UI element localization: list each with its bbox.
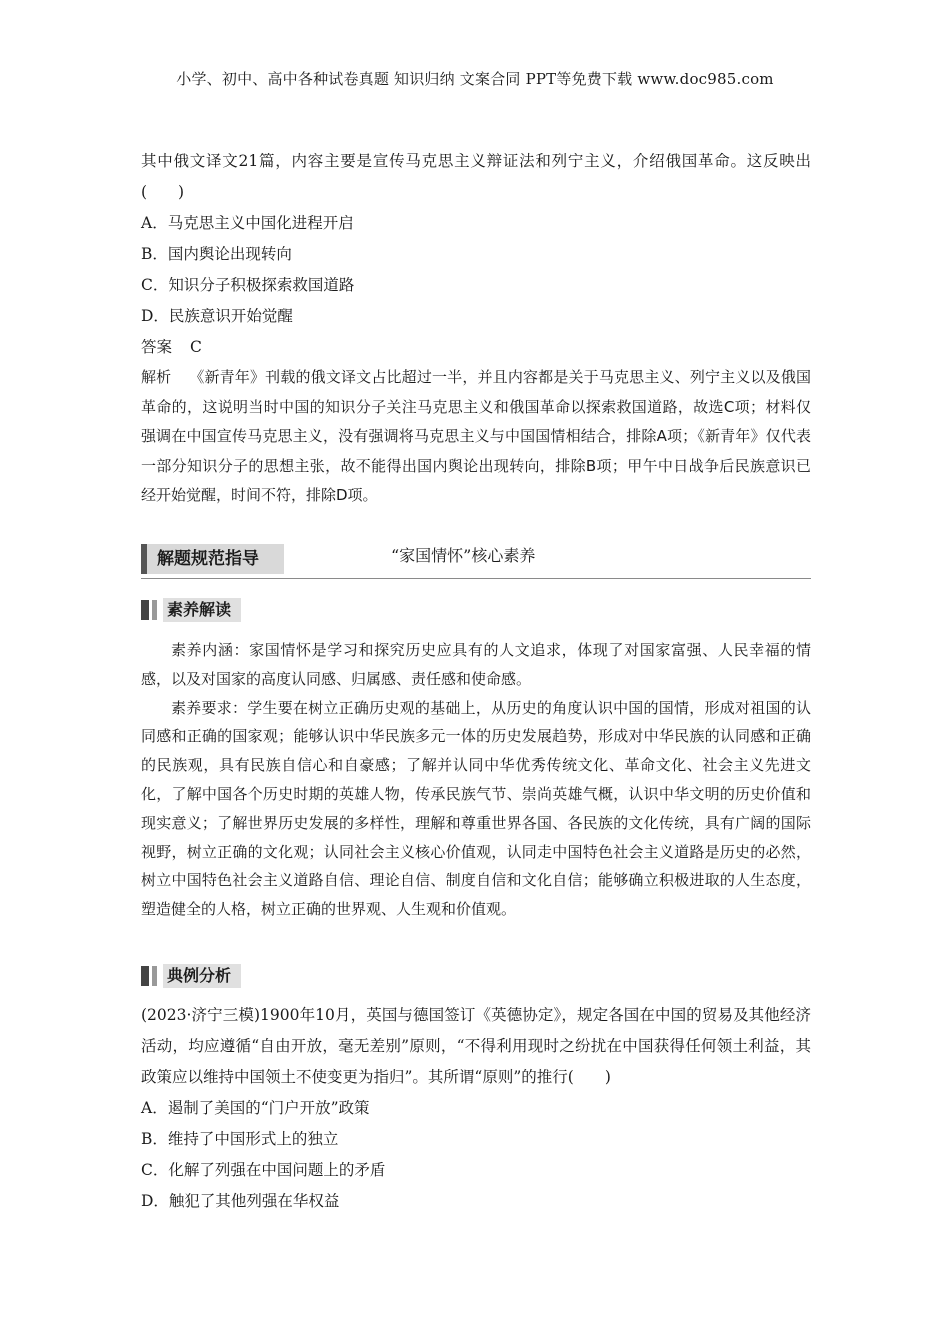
analysis-block <box>141 363 811 511</box>
literacy-requirements: 素养要求：学生要在树立正确历史观的基础上，从历史的角度认识中国的国情，形成对祖国的认同感和正确的国家观；能够认识中华民族多元一体的历史发展趋势，形成对中华民族的认同感和正确的民族观，具有民族自信心和自豪感；了解并认同中华优秀传统文化、革命文化、社会主义先进文化，了解中国各个历史时期的英雄人物，传承民族气节、崇尚英雄气概，认识中华文明的历史价值和现实意义；了解世界历史发展的多样性，理解和尊重世界各国、各民族的文化传统，具有广阔的国际视野，树立正确的文化观；认同社会主义核心价值观，认同走中国特色社会主义道路是历史的必然，树立中国特色社会主义道路自信、理论自信、制度自信和文化自信；能够确立积极进取的人生态度，塑造健全的人格，树立正确的世界观、人生观和价值观。 <box>141 698 811 919</box>
example-heading-text: 典例分析 <box>163 964 241 988</box>
option-a: A．马克思主义中国化进程开启 <box>141 214 354 232</box>
literacy-connotation: 素养内涵：家国情怀是学习和探究历史应具有的人文追求，体现了对国家富强、人民幸福的情感，以及对国家的高度认同感、归属感、责任感和使命感。 <box>141 641 811 688</box>
option-c: C．知识分子积极探索救国道路 <box>141 276 355 294</box>
example-option-c: C．化解了列强在中国问题上的矛盾 <box>141 1161 386 1179</box>
option-b: B．国内舆论出现转向 <box>141 245 292 263</box>
literacy-body <box>141 636 811 924</box>
analysis-label: 解析 <box>141 368 172 386</box>
option-d: D．民族意识开始觉醒 <box>141 307 293 325</box>
section-tag: 解题规范指导 <box>141 544 284 574</box>
heading-marker-icon <box>152 966 157 986</box>
literacy-heading-text: 素养解读 <box>163 598 241 622</box>
heading-marker-icon <box>152 600 157 620</box>
section-bar <box>141 542 811 579</box>
page-header: 小学、初中、高中各种试卷真题 知识归纳 文案合同 PPT等免费下载 www.doc985.com <box>176 70 774 88</box>
example-option-b: B．维持了中国形式上的独立 <box>141 1130 339 1148</box>
example-heading <box>141 964 241 988</box>
answer-value: C <box>190 338 202 356</box>
heading-marker-icon <box>141 966 149 986</box>
example-question <box>141 1000 811 1217</box>
example-stem: (2023·济宁三模)1900年10月，英国与德国签订《英德协定》，规定各国在中国的贸易及其他经济活动，均应遵循“自由开放，毫无差别”原则，“不得利用现时之纷扰在中国获得任何领土利益，其政策应以维持中国领土不使变更为指归”。其所谓“原则”的推行( ) <box>141 1006 811 1086</box>
example-option-a: A．遏制了美国的“门户开放”政策 <box>141 1099 370 1117</box>
section-title: “家国情怀”核心素养 <box>391 546 536 565</box>
analysis-text: 《新青年》刊载的俄文译文占比超过一半，并且内容都是关于马克思主义、列宁主义以及俄国革命的，这说明当时中国的知识分子关注马克思主义和俄国革命以探索救国道路，故选C项；材料仅强调在中国宣传马克思主义，没有强调将马克思主义与中国国情相结合，排除A项；《新青年》仅代表一部分知识分子的思想主张，故不能得出国内舆论出现转向，排除B项；甲午中日战争后民族意识已经开始觉醒，时间不符，排除D项。 <box>141 368 811 504</box>
question-1 <box>141 146 811 511</box>
answer-line <box>141 332 811 363</box>
literacy-heading <box>141 598 241 622</box>
heading-marker-icon <box>141 600 149 620</box>
answer-label: 答案 <box>141 338 173 356</box>
example-option-d: D．触犯了其他列强在华权益 <box>141 1192 340 1210</box>
question-stem: 其中俄文译文21篇，内容主要是宣传马克思主义辩证法和列宁主义，介绍俄国革命。这反映出( ) <box>141 152 811 201</box>
